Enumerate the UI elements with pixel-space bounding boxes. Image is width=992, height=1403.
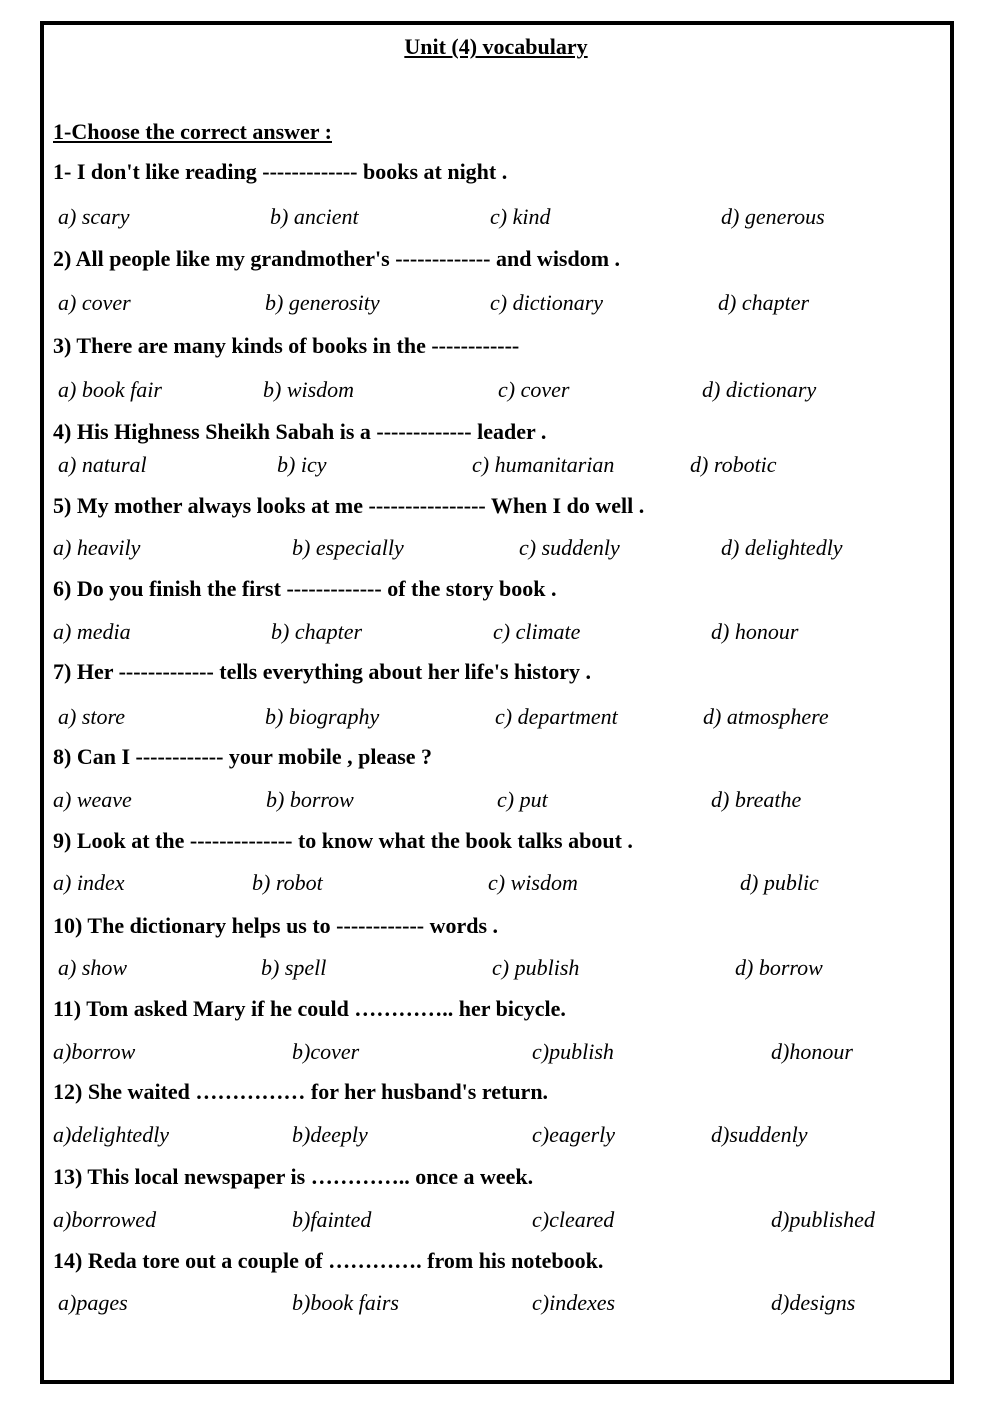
option-5b[interactable]: b) especially [292, 535, 404, 560]
option-6c[interactable]: c) climate [493, 619, 581, 644]
option-11c[interactable]: c)publish [532, 1039, 614, 1064]
option-2d[interactable]: d) chapter [718, 290, 810, 315]
option-4d[interactable]: d) robotic [690, 452, 777, 477]
question-1: 1- I don't like reading ------------- books at night . [53, 159, 508, 184]
option-10c[interactable]: c) publish [492, 955, 580, 980]
option-14c[interactable]: c)indexes [532, 1290, 616, 1315]
option-4b[interactable]: b) icy [277, 452, 327, 477]
option-14d[interactable]: d)designs [771, 1290, 856, 1315]
question-13: 13) This local newspaper is ………….. once a week. [53, 1164, 534, 1189]
option-14a[interactable]: a)pages [58, 1290, 128, 1315]
section-instruction: 1-Choose the correct answer : [53, 119, 332, 144]
option-7c[interactable]: c) department [495, 704, 618, 729]
question-5: 5) My mother always looks at me ---------------- When I do well . [53, 493, 645, 518]
option-2a[interactable]: a) cover [58, 290, 131, 315]
option-3c[interactable]: c) cover [498, 377, 570, 402]
option-13a[interactable]: a)borrowed [53, 1207, 157, 1232]
option-10a[interactable]: a) show [58, 955, 128, 980]
question-3: 3) There are many kinds of books in the ------------ [53, 333, 520, 358]
question-9: 9) Look at the -------------- to know what the book talks about . [53, 828, 633, 853]
option-13b[interactable]: b)fainted [292, 1207, 372, 1232]
option-13c[interactable]: c)cleared [532, 1207, 615, 1232]
option-1d[interactable]: d) generous [721, 204, 825, 229]
question-4: 4) His Highness Sheikh Sabah is a ------------- leader . [53, 419, 547, 444]
option-3a[interactable]: a) book fair [58, 377, 162, 402]
option-14b[interactable]: b)book fairs [292, 1290, 399, 1315]
option-6b[interactable]: b) chapter [271, 619, 363, 644]
option-1c[interactable]: c) kind [490, 204, 551, 229]
question-14: 14) Reda tore out a couple of …………. from his notebook. [53, 1248, 604, 1273]
option-6d[interactable]: d) honour [711, 619, 799, 644]
option-5a[interactable]: a) heavily [53, 535, 141, 560]
question-8: 8) Can I ------------ your mobile , please ? [53, 744, 433, 769]
question-12: 12) She waited …………… for her husband's return. [53, 1079, 549, 1104]
option-7d[interactable]: d) atmosphere [703, 704, 829, 729]
option-7b[interactable]: b) biography [265, 704, 380, 729]
option-8c[interactable]: c) put [497, 787, 548, 812]
option-6a[interactable]: a) media [53, 619, 131, 644]
question-7: 7) Her ------------- tells everything about her life's history . [53, 659, 592, 684]
question-11: 11) Tom asked Mary if he could ………….. her bicycle. [53, 996, 566, 1021]
option-9c[interactable]: c) wisdom [488, 870, 578, 895]
option-12d[interactable]: d)suddenly [711, 1122, 808, 1147]
option-1a[interactable]: a) scary [58, 204, 130, 229]
worksheet-title: Unit (4) vocabulary [404, 34, 588, 59]
option-13d[interactable]: d)published [771, 1207, 875, 1232]
option-8d[interactable]: d) breathe [711, 787, 802, 812]
option-12c[interactable]: c)eagerly [532, 1122, 616, 1147]
option-11d[interactable]: d)honour [771, 1039, 853, 1064]
option-11a[interactable]: a)borrow [53, 1039, 136, 1064]
option-9d[interactable]: d) public [740, 870, 819, 895]
option-2c[interactable]: c) dictionary [490, 290, 604, 315]
option-11b[interactable]: b)cover [292, 1039, 360, 1064]
option-3d[interactable]: d) dictionary [702, 377, 817, 402]
option-4c[interactable]: c) humanitarian [472, 452, 615, 477]
option-12a[interactable]: a)delightedly [53, 1122, 170, 1147]
option-5d[interactable]: d) delightedly [721, 535, 843, 560]
question-10: 10) The dictionary helps us to ------------ words . [53, 913, 499, 938]
option-1b[interactable]: b) ancient [270, 204, 359, 229]
option-12b[interactable]: b)deeply [292, 1122, 368, 1147]
question-2: 2) All people like my grandmother's ------------- and wisdom . [53, 246, 621, 271]
option-9b[interactable]: b) robot [252, 870, 323, 895]
option-3b[interactable]: b) wisdom [263, 377, 355, 402]
option-9a[interactable]: a) index [53, 870, 125, 895]
option-8a[interactable]: a) weave [53, 787, 132, 812]
option-7a[interactable]: a) store [58, 704, 126, 729]
option-10b[interactable]: b) spell [261, 955, 327, 980]
option-8b[interactable]: b) borrow [266, 787, 354, 812]
option-4a[interactable]: a) natural [58, 452, 147, 477]
option-5c[interactable]: c) suddenly [519, 535, 620, 560]
question-6: 6) Do you finish the first ------------- of the story book . [53, 576, 557, 601]
option-10d[interactable]: d) borrow [735, 955, 823, 980]
option-2b[interactable]: b) generosity [265, 290, 380, 315]
